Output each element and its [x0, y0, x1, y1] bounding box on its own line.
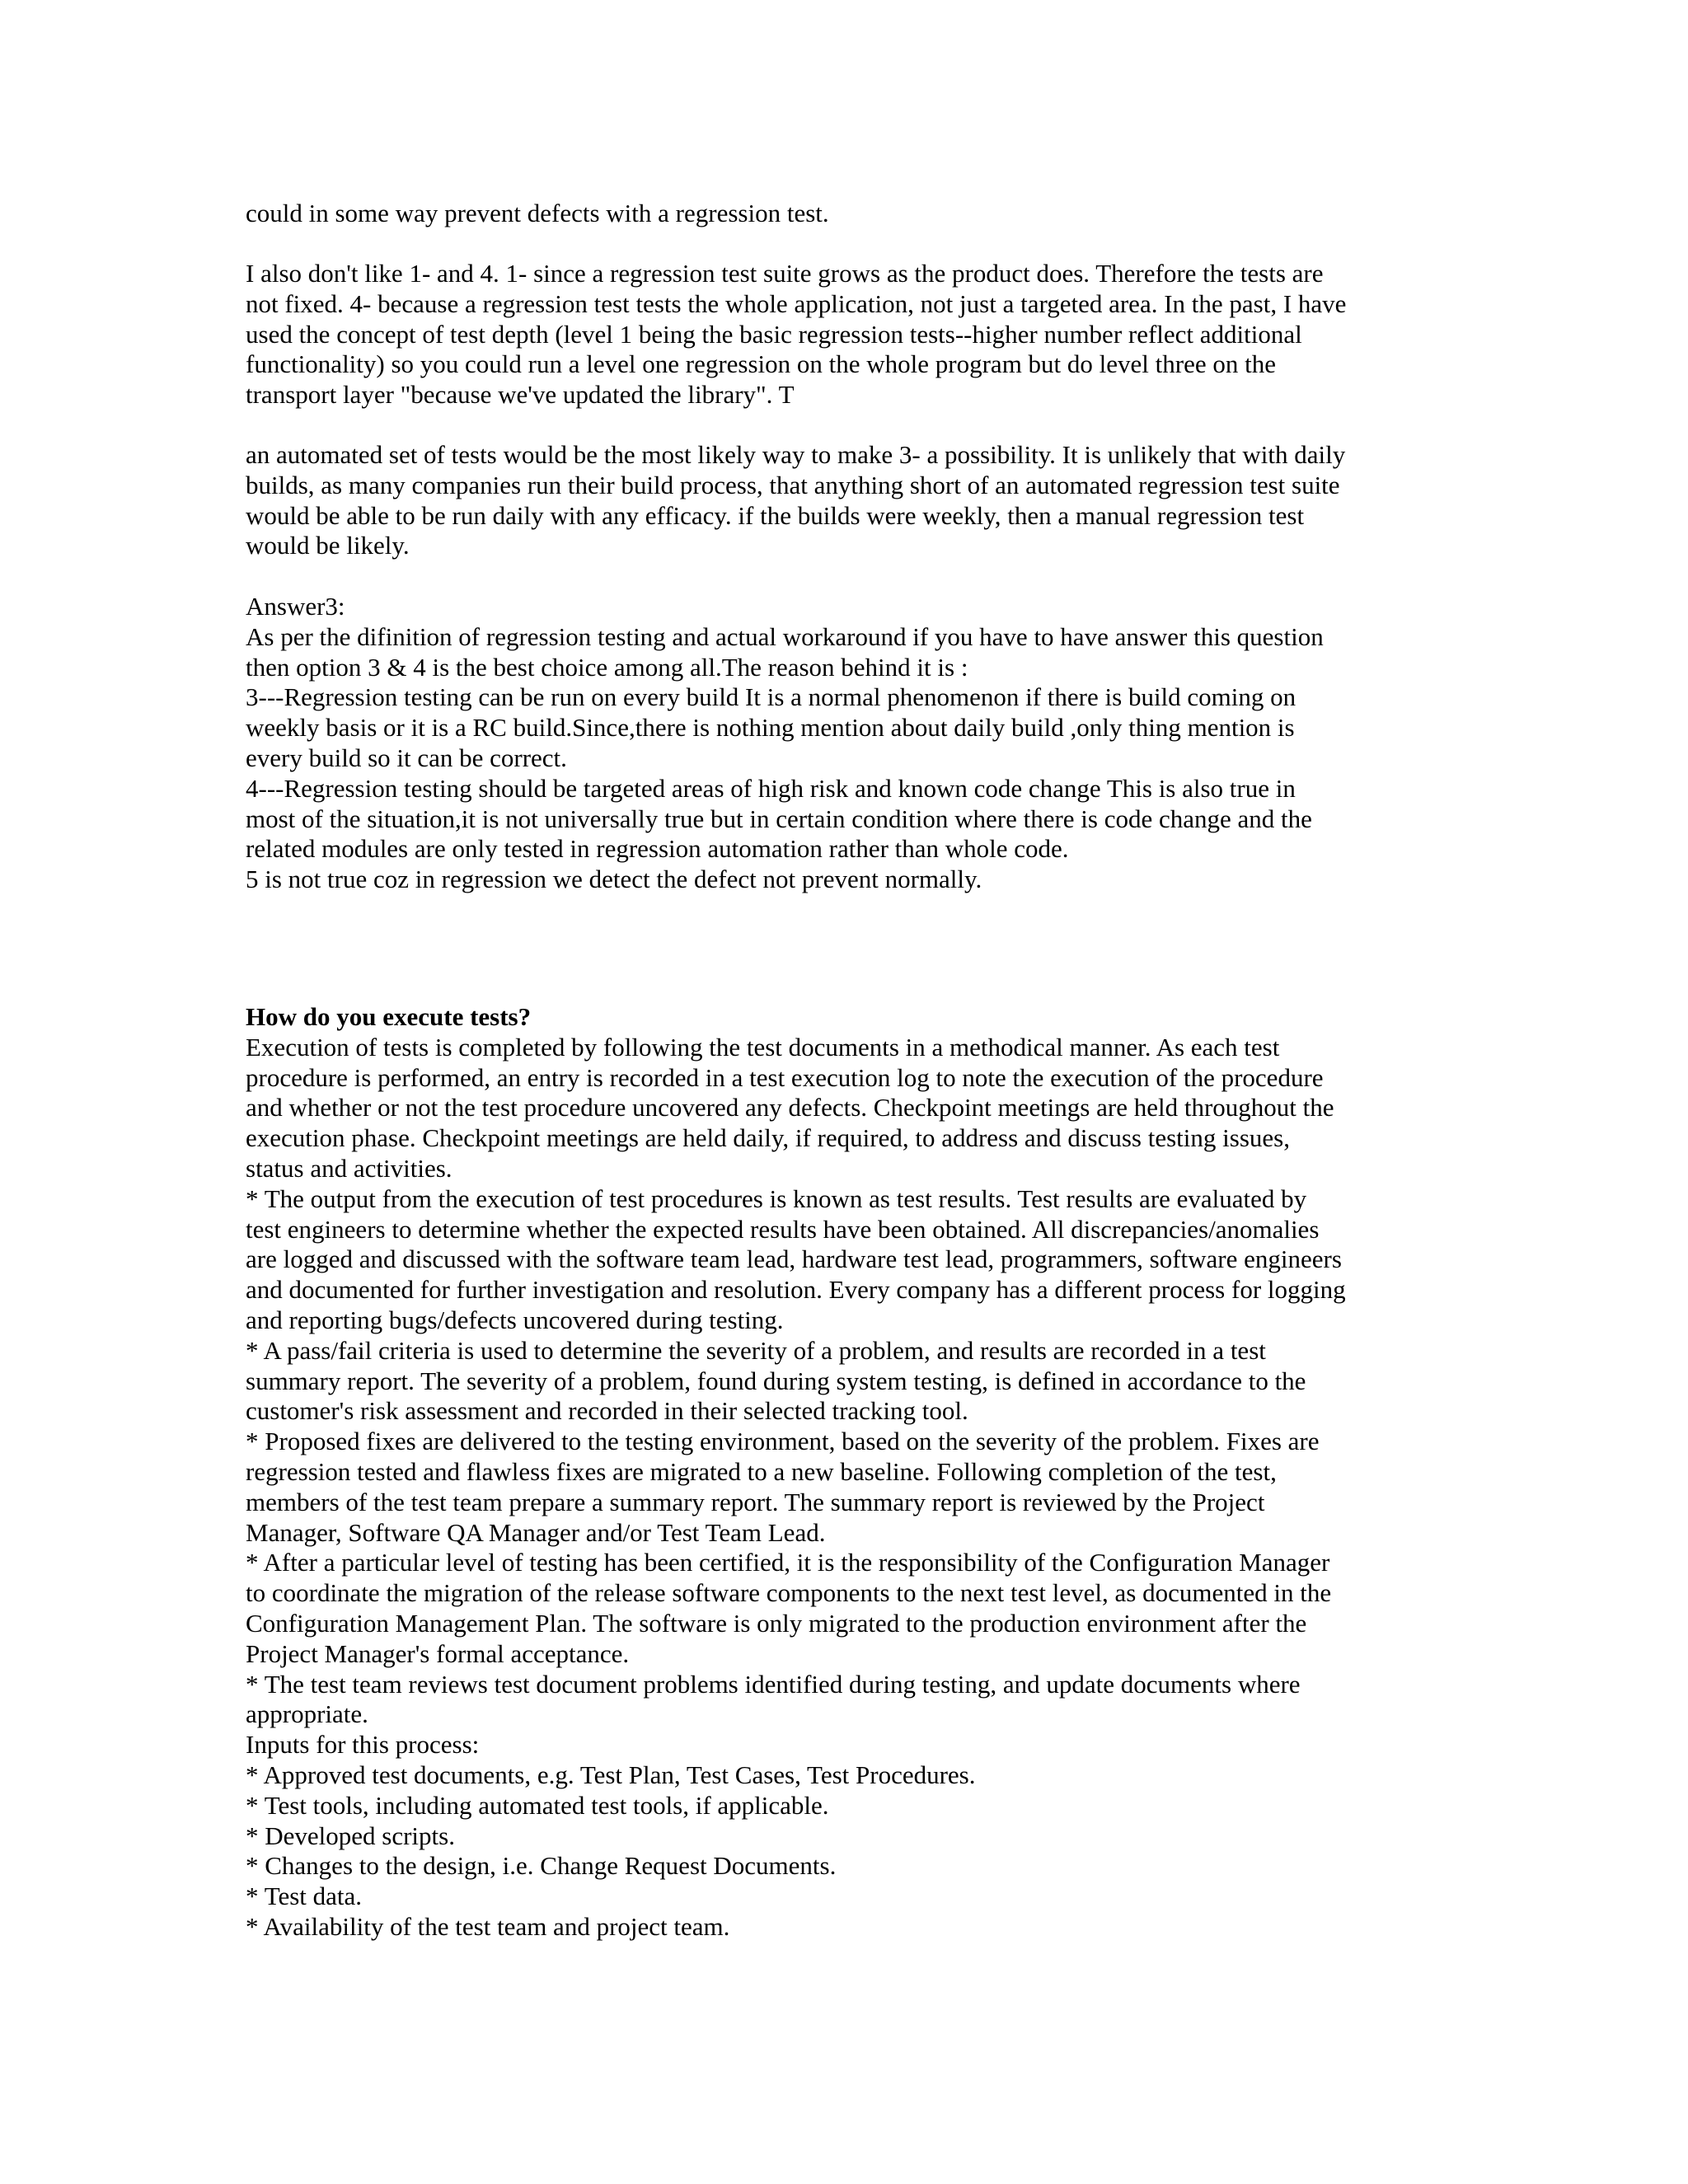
text-line: procedure is performed, an entry is recorded in a test execution log to note the execution of the procedure: [246, 1062, 1324, 1092]
paragraph-defect-prevention: [246, 199, 1449, 229]
list-item: * Test tools, including automated test tools, if applicable.: [246, 1790, 829, 1820]
text-line: and reporting bugs/defects uncovered during testing.: [246, 1305, 784, 1334]
text-line: and documented for further investigation and resolution. Every company has a different process for logging: [246, 1275, 1346, 1305]
text-line: Manager, Software QA Manager and/or Test Team Lead.: [246, 1517, 826, 1547]
text-line: Configuration Management Plan. The software is only migrated to the production environment after the: [246, 1608, 1307, 1638]
paragraph-dislike-options: [246, 259, 1449, 410]
text-line: Project Manager's formal acceptance.: [246, 1638, 630, 1668]
text-line: most of the situation,it is not universally true but in certain condition where there is code change and the: [246, 804, 1312, 833]
text-line: * A pass/fail criteria is used to determine the severity of a problem, and results are recorded in a test: [246, 1335, 1266, 1365]
text-line: regression tested and flawless fixes are migrated to a new baseline. Following completion of the test,: [246, 1456, 1277, 1486]
text-line: related modules are only tested in regression automation rather than whole code.: [246, 834, 1069, 864]
text-line: 5 is not true coz in regression we detect the defect not prevent normally.: [246, 865, 982, 894]
text-line: transport layer "because we've updated the library". T: [246, 380, 795, 410]
text-line: used the concept of test depth (level 1 being the basic regression tests--higher number reflect additional: [246, 319, 1302, 349]
text-line: to coordinate the migration of the release software components to the next test level, as documented in the: [246, 1578, 1332, 1608]
text-line: could in some way prevent defects with a regression test.: [246, 199, 829, 227]
paragraph-automated-tests: [246, 440, 1449, 561]
execute-tests-section: [246, 1002, 1449, 1943]
text-line: * The output from the execution of test procedures is known as test results. Test results are evaluated by: [246, 1183, 1307, 1213]
section-heading: How do you execute tests?: [246, 1002, 532, 1031]
text-line: not fixed. 4- because a regression test tests the whole application, not just a targeted area. In the past, I have: [246, 288, 1347, 318]
text-line: summary report. The severity of a problem, found during system testing, is defined in accordance to the: [246, 1366, 1306, 1395]
list-item: * Developed scripts.: [246, 1821, 455, 1850]
text-line: members of the test team prepare a summary report. The summary report is reviewed by the Project: [246, 1487, 1265, 1516]
text-line: and whether or not the test procedure uncovered any defects. Checkpoint meetings are held throughout the: [246, 1093, 1334, 1122]
text-line: appropriate.: [246, 1699, 368, 1729]
list-item: * Approved test documents, e.g. Test Plan, Test Cases, Test Procedures.: [246, 1760, 976, 1789]
text-line: * Proposed fixes are delivered to the testing environment, based on the severity of the problem. Fixes are: [246, 1427, 1320, 1456]
text-line: customer's risk assessment and recorded in their selected tracking tool.: [246, 1396, 968, 1426]
text-line: 3---Regression testing can be run on every build It is a normal phenomenon if there is build coming on: [246, 682, 1296, 712]
text-line: status and activities.: [246, 1153, 452, 1183]
text-line: are logged and discussed with the software team lead, hardware test lead, programmers, software engineers: [246, 1244, 1342, 1274]
text-line: 4---Regression testing should be targeted areas of high risk and known code change This is also true in: [246, 773, 1296, 803]
text-line: * After a particular level of testing has been certified, it is the responsibility of the Configuration Manager: [246, 1548, 1330, 1577]
text-line: would be likely.: [246, 531, 410, 560]
text-line: builds, as many companies run their build process, that anything short of an automated regression test suite: [246, 470, 1340, 499]
text-line: functionality) so you could run a level one regression on the whole program but do level three on the: [246, 349, 1276, 379]
text-line: execution phase. Checkpoint meetings are held daily, if required, to address and discuss testing issues,: [246, 1123, 1290, 1153]
text-line: would be able to be run daily with any efficacy. if the builds were weekly, then a manual regression test: [246, 500, 1305, 530]
inputs-label: Inputs for this process:: [246, 1730, 480, 1760]
text-line: every build so it can be correct.: [246, 743, 567, 772]
list-item: * Availability of the test team and project team.: [246, 1911, 730, 1941]
text-line: As per the difinition of regression testing and actual workaround if you have to have answer this question: [246, 621, 1324, 651]
text-line: weekly basis or it is a RC build.Since,there is nothing mention about daily build ,only thing mention is: [246, 713, 1295, 743]
text-line: then option 3 & 4 is the best choice among all.The reason behind it is :: [246, 652, 968, 682]
answer-3-section: [246, 592, 1449, 895]
text-line: I also don't like 1- and 4. 1- since a regression test suite grows as the product does. Therefore the tests are: [246, 259, 1324, 288]
text-line: an automated set of tests would be the most likely way to make 3- a possibility. It is unlikely that with daily: [246, 440, 1346, 469]
text-line: Execution of tests is completed by following the test documents in a methodical manner. As each test: [246, 1032, 1280, 1062]
text-line: * The test team reviews test document problems identified during testing, and update documents where: [246, 1669, 1301, 1699]
list-item: * Changes to the design, i.e. Change Request Documents.: [246, 1851, 837, 1881]
list-item: * Test data.: [246, 1882, 363, 1911]
text-line: test engineers to determine whether the expected results have been obtained. All discrepancies/anomalies: [246, 1214, 1320, 1244]
answer-label: Answer3:: [246, 592, 345, 621]
